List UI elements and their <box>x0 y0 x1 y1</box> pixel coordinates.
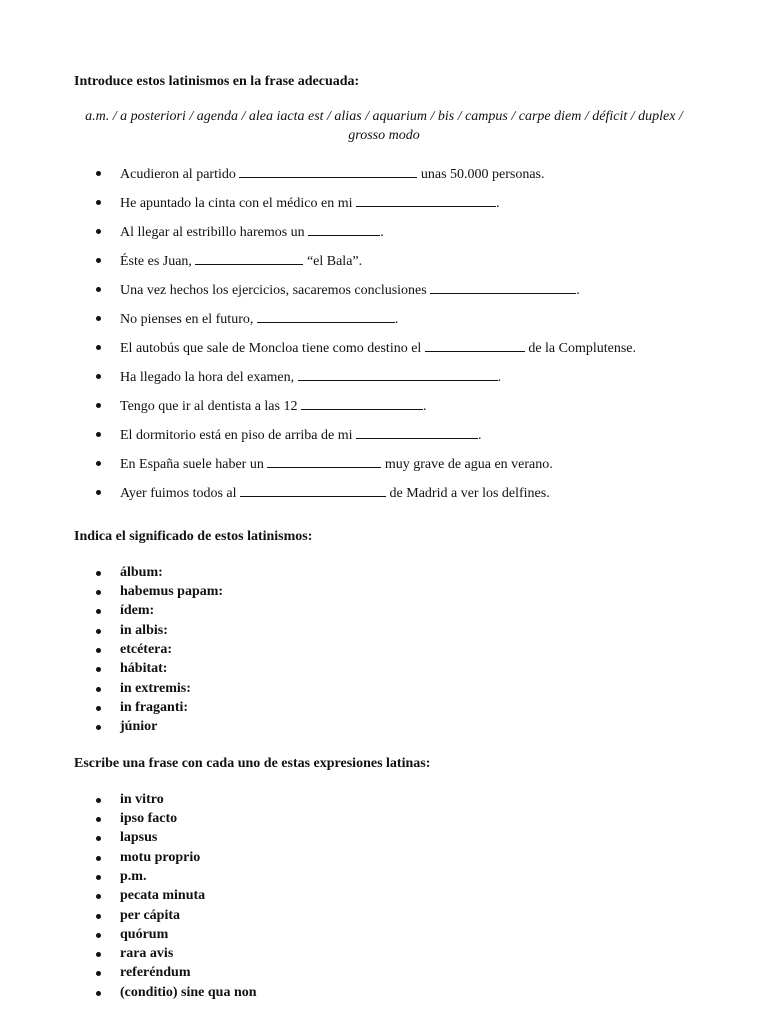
sentence-text: Ha llegado la hora del examen, . <box>120 367 501 387</box>
bullet-icon <box>96 798 101 803</box>
bullet-icon <box>96 316 101 321</box>
bullet-icon <box>96 432 101 437</box>
bullet-icon <box>96 667 101 672</box>
expression-term: quórum <box>120 927 169 942</box>
sentence-text: Una vez hechos los ejercicios, sacaremos conclusiones . <box>120 280 580 300</box>
answer-blank[interactable] <box>425 338 525 352</box>
latinism-term: álbum: <box>120 565 163 580</box>
bullet-icon <box>96 229 101 234</box>
sentence-text: En España suele haber un muy grave de agua en verano. <box>120 454 553 474</box>
latinism-term: ídem: <box>120 603 155 618</box>
expression-term: motu proprio <box>120 850 201 865</box>
latinism-term: júnior <box>120 719 158 734</box>
answer-blank[interactable] <box>308 222 380 236</box>
word-bank: a.m. / a posteriori / agenda / alea iacta est / alias / aquarium / bis / campus / carpe diem / déficit / duplex / grosso modo <box>85 109 683 143</box>
bullet-icon <box>96 590 101 595</box>
bullet-icon <box>96 374 101 379</box>
sentence-text: Tengo que ir al dentista a las 12 . <box>120 396 426 416</box>
latinism-term: in albis: <box>120 623 168 638</box>
bullet-icon <box>96 914 101 919</box>
bullet-icon <box>96 345 101 350</box>
bullet-icon <box>96 571 101 576</box>
expression-term: referéndum <box>120 965 191 980</box>
latinism-term: in extremis: <box>120 681 191 696</box>
sentence-text: No pienses en el futuro, . <box>120 309 398 329</box>
expression-term: p.m. <box>120 869 147 884</box>
section2-title: Indica el significado de estos latinismos: <box>74 529 313 544</box>
bullet-icon <box>96 461 101 466</box>
expression-term: ipso facto <box>120 811 178 826</box>
bullet-icon <box>96 991 101 996</box>
bullet-icon <box>96 856 101 861</box>
bullet-icon <box>96 933 101 938</box>
expression-term: pecata minuta <box>120 888 206 903</box>
bullet-icon <box>96 687 101 692</box>
bullet-icon <box>96 706 101 711</box>
bullet-icon <box>96 403 101 408</box>
section1-title: Introduce estos latinismos en la frase adecuada: <box>74 74 360 89</box>
sentence-text: Ayer fuimos todos al de Madrid a ver los delfines. <box>120 483 550 503</box>
sentence-text: El autobús que sale de Moncloa tiene como destino el de la Complutense. <box>120 338 636 358</box>
bullet-icon <box>96 629 101 634</box>
expression-term: (conditio) sine qua non <box>120 985 257 1000</box>
answer-blank[interactable] <box>240 483 386 497</box>
bullet-icon <box>96 287 101 292</box>
latinism-term: in fraganti: <box>120 700 189 715</box>
answer-blank[interactable] <box>239 164 417 178</box>
answer-blank[interactable] <box>356 193 496 207</box>
expression-term: rara avis <box>120 946 174 961</box>
answer-blank[interactable] <box>267 454 381 468</box>
expression-term: per cápita <box>120 908 181 923</box>
answer-blank[interactable] <box>356 425 478 439</box>
bullet-icon <box>96 171 101 176</box>
section3-title: Escribe una frase con cada uno de estas expresiones latinas: <box>74 756 431 771</box>
sentence-text: He apuntado la cinta con el médico en mi . <box>120 193 499 213</box>
latinism-term: hábitat: <box>120 661 168 676</box>
expression-term: in vitro <box>120 792 164 807</box>
answer-blank[interactable] <box>430 280 576 294</box>
bullet-icon <box>96 971 101 976</box>
answer-blank[interactable] <box>301 396 423 410</box>
sentence-text: Acudieron al partido unas 50.000 personas. <box>120 164 545 184</box>
bullet-icon <box>96 609 101 614</box>
bullet-icon <box>96 836 101 841</box>
bullet-icon <box>96 875 101 880</box>
sentence-text: El dormitorio está en piso de arriba de mi . <box>120 425 482 445</box>
expression-term: lapsus <box>120 830 158 845</box>
bullet-icon <box>96 648 101 653</box>
bullet-icon <box>96 258 101 263</box>
sentence-text: Al llegar al estribillo haremos un . <box>120 222 384 242</box>
latinism-term: etcétera: <box>120 642 173 657</box>
sentence-text: Éste es Juan, “el Bala”. <box>120 251 362 271</box>
answer-blank[interactable] <box>298 367 498 381</box>
bullet-icon <box>96 200 101 205</box>
bullet-icon <box>96 894 101 899</box>
latinism-term: habemus papam: <box>120 584 224 599</box>
bullet-icon <box>96 817 101 822</box>
answer-blank[interactable] <box>257 309 395 323</box>
bullet-icon <box>96 725 101 730</box>
bullet-icon <box>96 490 101 495</box>
bullet-icon <box>96 952 101 957</box>
answer-blank[interactable] <box>195 251 303 265</box>
